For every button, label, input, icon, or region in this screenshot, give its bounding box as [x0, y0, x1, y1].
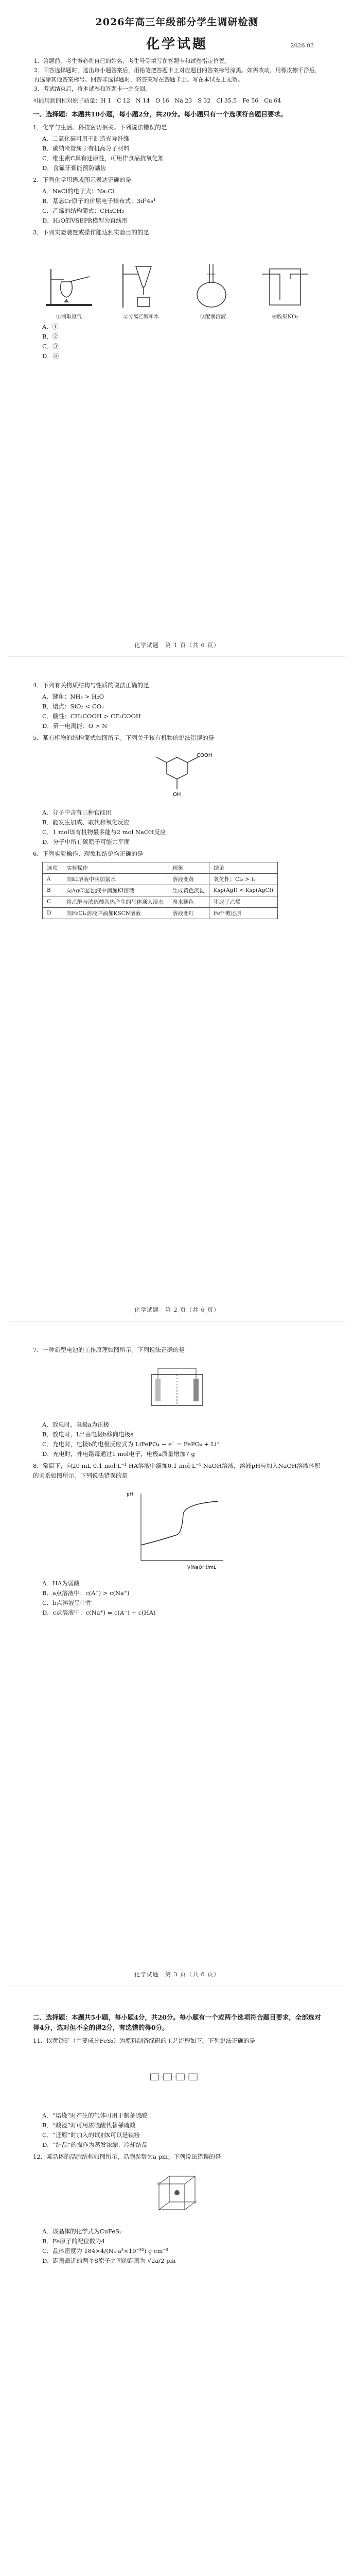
question-7: 7．一种新型电池的工作原理如图所示。下列说法正确的是: [33, 1346, 185, 1353]
battery-diagram-row: [33, 1359, 321, 1416]
option: B．碳纳米管属于有机高分子材料: [42, 145, 130, 152]
option: D．含氟牙膏能预防龋齿: [42, 164, 107, 172]
table-cell: Fe³⁺被还原: [209, 907, 278, 919]
table-cell: 氧化性：Cl₂ > I₂: [209, 873, 278, 885]
question-5-options: [33, 808, 321, 847]
question-1: 1．化学与生活、科技密切相关。下列说法错误的是: [33, 124, 167, 131]
option: A．放电时，电极a为正极: [42, 1420, 110, 1428]
question-4-options: [33, 692, 321, 731]
titration-graph-box: [33, 1486, 321, 1573]
apparatus-figure: [38, 258, 100, 320]
option: C．维生素C具有还原性，可用作食品抗氧化剂: [42, 155, 164, 162]
table-cell: A: [43, 873, 62, 885]
figure-label: ③配制溶液: [200, 314, 226, 320]
question-11-options: [33, 2111, 321, 2150]
table-row: [43, 873, 278, 885]
figure-label: ②分离乙醇和水: [123, 314, 159, 320]
option: C．酸性：CH₃COOH > CF₃COOH: [42, 712, 141, 720]
table-cell: 生成黄色沉淀: [168, 885, 209, 896]
option: A．①: [42, 323, 59, 330]
apparatus-figures: [33, 243, 321, 320]
apparatus-figure: [110, 258, 172, 320]
option: D．“结晶”的操作为蒸发浓缩、冷却结晶: [42, 2141, 148, 2148]
molecule-structure: [146, 752, 213, 799]
option: C．③: [42, 342, 59, 350]
table-header-cell: 实验操作: [62, 862, 168, 873]
table-header-cell: 选项: [43, 862, 62, 873]
table-header-row: [43, 862, 278, 873]
table-cell: 向FeCl₃溶液中滴加KSCN溶液: [62, 907, 168, 919]
battery-diagram: [146, 1364, 208, 1411]
question-12: 12．某晶体的晶胞结构如图所示，晶胞参数为a pm。下列说法错误的是: [33, 2153, 221, 2160]
option: D．c点溶液中：c(Na⁺) = c(A⁻) + c(HA): [42, 1608, 156, 1616]
option: A．二氧化硅可用于制造光导纤维: [42, 135, 130, 143]
notice-item: 1．答题前，考生务必将自己的姓名、考生号等填写在答题卡和试卷指定位置。: [34, 58, 230, 64]
graph-y-label: pH: [127, 1492, 133, 1497]
question-5: 5．某有机物的结构简式如图所示。下列关于该有机物的说法错误的是: [33, 734, 215, 741]
svg-text:COOH: COOH: [197, 752, 213, 758]
question-2-options: [33, 187, 321, 226]
question-7-options: [33, 1420, 321, 1459]
page-footer: 化学试题 第 2 页（共 6 页）: [134, 1307, 220, 1313]
atomic-masses: 可能用到的相对原子质量：H 1 C 12 N 14 O 16 Na 23 S 32 Cl 35.5 Fe 56 Cu 64: [33, 97, 281, 104]
table-cell: 溶液变红: [168, 907, 209, 919]
notice-item: 3．考试结束后，将本试卷和答题卡一并交回。: [34, 86, 151, 93]
option: C．b点溶液呈中性: [42, 1599, 92, 1606]
crystal-cell-row: [33, 2166, 321, 2223]
page-4: [9, 1994, 345, 2576]
table-cell: B: [43, 885, 62, 896]
question-3-options: [33, 322, 321, 361]
option: A．HA为弱酸: [42, 1579, 80, 1587]
table-cell: D: [43, 907, 62, 919]
titration-curve-graph: [126, 1488, 228, 1571]
option: B．Fe原子的配位数为4: [42, 2237, 105, 2245]
page-footer: 化学试题 第 1 页（共 6 页）: [134, 642, 220, 649]
crystal-cell-diagram: [146, 2171, 208, 2217]
process-flow-diagram: [43, 2058, 311, 2099]
table-cell: 生成了乙烯: [209, 896, 278, 907]
question-12-options: [33, 2227, 321, 2266]
table-cell: Ksp(AgI) < Ksp(AgCl): [209, 885, 278, 896]
figure-label: ④收集NO₂: [272, 314, 298, 320]
apparatus-figure: [254, 258, 316, 320]
table-row: [43, 907, 278, 919]
figure-label: ①制取氨气: [56, 314, 82, 320]
option: B．能发生加成、取代和氧化反应: [42, 818, 130, 826]
option: D．④: [42, 352, 59, 360]
question-2: 2．下列化学用语或图示表达正确的是: [33, 176, 132, 183]
option: C．乙烯的结构简式：CH₂CH₂: [42, 207, 125, 214]
apparatus-figure: [182, 258, 244, 320]
option: B．基态Cr原子的价层电子排布式：3d⁵4s¹: [42, 197, 156, 205]
separatory-funnel-diagram: [113, 259, 169, 310]
table-cell: 溴水褪色: [168, 896, 209, 907]
notice: [33, 57, 321, 94]
section-1-head: 一、选择题：本题共10小题，每小题2分，共20分。每小题只有一个选项符合题目要求。: [33, 110, 287, 118]
option: C．晶体密度为 184×4/(Nₐ·a³×10⁻³⁰) g·cm⁻³: [42, 2247, 169, 2255]
option: B．②: [42, 332, 59, 340]
svg-text:OH: OH: [173, 791, 181, 798]
option: A．分子中含有三种官能团: [42, 808, 112, 816]
option: C．1 mol该有机物最多能与2 mol NaOH反应: [42, 828, 166, 836]
option: A．“焙烧”时产生的气体可用于制备硫酸: [42, 2111, 148, 2119]
question-8: 8．常温下，向20 mL 0.1 mol·L⁻¹ HA溶液中滴加0.1 mol·L⁻¹ NaOH溶液，溶液pH与加入NaOH溶液体积的关系如图所示。下列说法错误的是: [33, 1462, 321, 1479]
question-4: 4．下列有关物质结构与性质的说法正确的是: [33, 682, 149, 689]
option: B．a点溶液中：c(A⁻) > c(Na⁺): [42, 1589, 130, 1597]
table-cell: C: [43, 896, 62, 907]
option: B．放电时，Li⁺由电极b移向电极a: [42, 1430, 134, 1438]
option: D．充电时，外电路每通过1 mol电子，电极a质量增加7 g: [42, 1450, 195, 1458]
subject-title: 化学试题: [146, 37, 208, 52]
page-2: [9, 665, 345, 1321]
section-2-head: 二、选择题：本题共5小题，每小题4分，共20分。每小题有一个或两个选项符合题目要求，全部选对得4分，选对但不全的得2分，有选错的得0分。: [33, 2013, 321, 2031]
table-row: [43, 885, 278, 896]
table-cell: 向KI溶液中滴加氯水: [62, 873, 168, 885]
gas-collection-diagram: [257, 259, 313, 310]
question-1-options: [33, 134, 321, 173]
option: D．距离最近的两个S原子之间的距离为 √2a/2 pm: [42, 2257, 176, 2264]
option: A．键角：NH₃ > H₂O: [42, 692, 104, 700]
table-cell: 向AgCl悬浊液中滴加KI溶液: [62, 885, 168, 896]
option: A．该晶体的化学式为CuFeS₂: [42, 2227, 122, 2235]
option: D．H₂O的VSEPR模型为直线形: [42, 216, 128, 224]
exam-title: 2026年高三年级部分学生调研检测: [95, 16, 259, 28]
table-row: [43, 896, 278, 907]
option: B．“酸浸”时可用浓硫酸代替稀硫酸: [42, 2121, 136, 2129]
option: A．NaCl的电子式：Na:Cl: [42, 187, 114, 195]
page-3: [9, 1329, 345, 1986]
question-11: 11．以黄铁矿（主要成分FeS₂）为原料制备绿矾的工艺流程如下。下列说法正确的是: [33, 2037, 256, 2044]
exam-date: 2026.03: [290, 42, 314, 49]
table-cell: 溶液变黄: [168, 873, 209, 885]
molecule-structure-row: [33, 747, 321, 804]
table-cell: 将乙醇与浓硫酸共热产生的气体通入溴水: [62, 896, 168, 907]
graph-x-label: V(NaOH)/mL: [187, 1565, 217, 1570]
option: D．第一电离能：O > N: [42, 722, 108, 730]
option: C．“还原”时加入的试剂X可以是铁粉: [42, 2131, 140, 2139]
page-footer: 化学试题 第 3 页（共 6 页）: [134, 1971, 220, 1978]
question-8-options: [33, 1579, 321, 1618]
experiment-table: [42, 862, 278, 919]
question-3: 3．下列实验装置或操作能达到实验目的的是: [33, 228, 149, 236]
option: D．分子中所有碳原子可能共平面: [42, 838, 130, 845]
option: B．熔点：SiO₂ < CO₂: [42, 702, 104, 710]
table-header-cell: 结论: [209, 862, 278, 873]
volumetric-flask-diagram: [185, 259, 241, 310]
question-6: 6．下列实验操作、现象和结论均正确的是: [33, 850, 144, 857]
page-1: [9, 0, 345, 657]
flask-heating-diagram: [41, 259, 97, 310]
option: C．充电时，电极b的电极反应式为 LiFePO₄ − e⁻ = FePO₄ + Li⁺: [42, 1440, 220, 1448]
process-flow-row: [33, 2050, 321, 2107]
table-header-cell: 现象: [168, 862, 209, 873]
notice-item: 2．回答选择题时，选出每小题答案后，用铅笔把答题卡上对应题目的答案标号涂黑。如需改动，用橡皮擦干净后，再选涂其他答案标号。回答非选择题时，将答案写在答题卡上。写在本试卷上无效。: [34, 67, 321, 83]
